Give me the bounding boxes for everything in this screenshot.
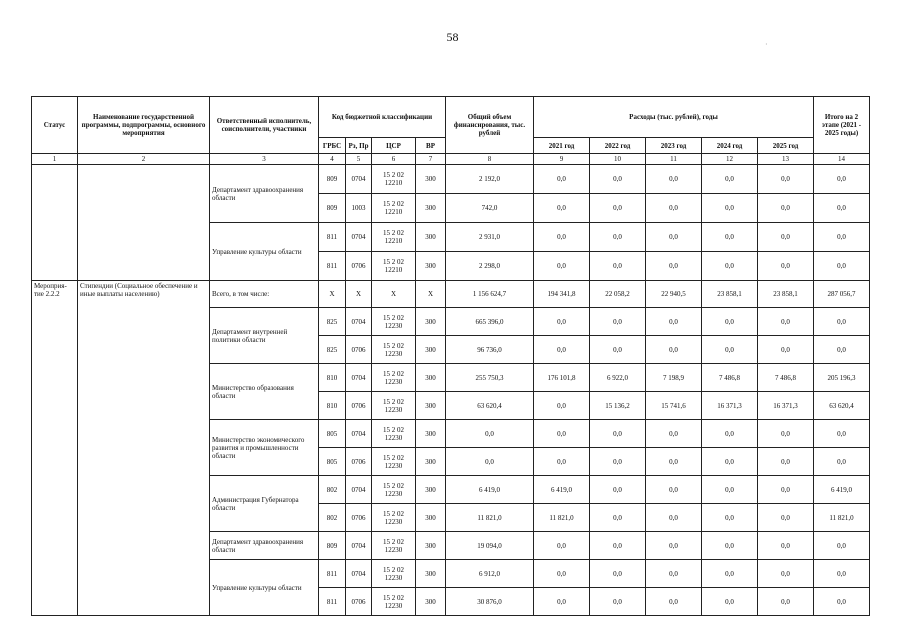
header-2022: 2022 год xyxy=(590,138,646,154)
y2025-cell: 0,0 xyxy=(758,476,814,504)
itogo-cell: 0,0 xyxy=(814,308,870,336)
y2025-cell: 0,0 xyxy=(758,560,814,588)
grbs-cell: X xyxy=(319,281,346,308)
status-cell: Мероприя-тие 2.2.2 xyxy=(32,281,78,616)
total-cell: 19 094,0 xyxy=(446,532,534,560)
csr-cell: 15 2 02 12230 xyxy=(372,420,416,448)
y2023-cell: 0,0 xyxy=(646,588,702,616)
csr-cell: 15 2 02 12210 xyxy=(372,223,416,252)
total-cell: 0,0 xyxy=(446,420,534,448)
csr-cell: 15 2 02 12230 xyxy=(372,476,416,504)
vr-cell: 300 xyxy=(416,420,446,448)
col-number: 5 xyxy=(346,154,372,165)
header-2024: 2024 год xyxy=(702,138,758,154)
y2023-cell: 0,0 xyxy=(646,420,702,448)
y2025-cell: 0,0 xyxy=(758,532,814,560)
grbs-cell: 809 xyxy=(319,532,346,560)
csr-cell: X xyxy=(372,281,416,308)
y2022-cell: 0,0 xyxy=(590,420,646,448)
rzpr-cell: 0704 xyxy=(346,476,372,504)
itogo-cell: 0,0 xyxy=(814,194,870,223)
y2024-cell: 0,0 xyxy=(702,448,758,476)
y2023-cell: 0,0 xyxy=(646,223,702,252)
vr-cell: 300 xyxy=(416,504,446,532)
y2021-cell: 0,0 xyxy=(534,336,590,364)
rzpr-cell: 0704 xyxy=(346,420,372,448)
header-row-1 xyxy=(32,97,870,138)
grbs-cell: 825 xyxy=(319,308,346,336)
y2023-cell: 0,0 xyxy=(646,476,702,504)
itogo-cell: 0,0 xyxy=(814,532,870,560)
grbs-cell: 809 xyxy=(319,165,346,194)
csr-cell: 15 2 02 12230 xyxy=(372,560,416,588)
vr-cell: 300 xyxy=(416,364,446,392)
y2021-cell: 0,0 xyxy=(534,532,590,560)
budget-table xyxy=(31,96,870,616)
total-cell: 1 156 624,7 xyxy=(446,281,534,308)
y2022-cell: 6 922,0 xyxy=(590,364,646,392)
total-cell: 2 298,0 xyxy=(446,252,534,281)
col-number: 4 xyxy=(319,154,346,165)
csr-cell: 15 2 02 12230 xyxy=(372,336,416,364)
y2021-cell: 0,0 xyxy=(534,252,590,281)
csr-cell: 15 2 02 12210 xyxy=(372,252,416,281)
header-name: Наименование государственной программы, подпрограммы, основного мероприятия xyxy=(78,97,210,154)
y2023-cell: 0,0 xyxy=(646,165,702,194)
total-cell: 2 192,0 xyxy=(446,165,534,194)
header-2023: 2023 год xyxy=(646,138,702,154)
rzpr-cell: 0704 xyxy=(346,560,372,588)
y2022-cell: 0,0 xyxy=(590,252,646,281)
y2025-cell: 7 486,8 xyxy=(758,364,814,392)
y2022-cell: 15 136,2 xyxy=(590,392,646,420)
itogo-cell: 63 620,4 xyxy=(814,392,870,420)
rzpr-cell: 0704 xyxy=(346,165,372,194)
grbs-cell: 811 xyxy=(319,560,346,588)
y2024-cell: 0,0 xyxy=(702,308,758,336)
total-cell: 742,0 xyxy=(446,194,534,223)
name-cell: Стипендии (Социальное обеспечение и иные выплаты населению) xyxy=(78,281,210,616)
y2022-cell: 0,0 xyxy=(590,308,646,336)
total-cell: 63 620,4 xyxy=(446,392,534,420)
y2021-cell: 6 419,0 xyxy=(534,476,590,504)
y2024-cell: 0,0 xyxy=(702,420,758,448)
executor-cell: Администрация Губернатора области xyxy=(210,476,319,532)
status-cell xyxy=(32,165,78,281)
y2024-cell: 0,0 xyxy=(702,588,758,616)
y2022-cell: 0,0 xyxy=(590,560,646,588)
col-number: 8 xyxy=(446,154,534,165)
executor-cell: Министерство экономического развития и промышленности области xyxy=(210,420,319,476)
y2025-cell: 0,0 xyxy=(758,504,814,532)
y2025-cell: 0,0 xyxy=(758,194,814,223)
rzpr-cell: 0704 xyxy=(346,308,372,336)
executor-cell: Департамент здравоохранения области xyxy=(210,532,319,560)
y2022-cell: 0,0 xyxy=(590,165,646,194)
y2024-cell: 7 486,8 xyxy=(702,364,758,392)
itogo-cell: 205 196,3 xyxy=(814,364,870,392)
y2024-cell: 0,0 xyxy=(702,476,758,504)
y2022-cell: 0,0 xyxy=(590,223,646,252)
itogo-cell: 0,0 xyxy=(814,420,870,448)
y2021-cell: 194 341,8 xyxy=(534,281,590,308)
col-number: 1 xyxy=(32,154,78,165)
csr-cell: 15 2 02 12230 xyxy=(372,504,416,532)
total-cell: 30 876,0 xyxy=(446,588,534,616)
y2023-cell: 22 940,5 xyxy=(646,281,702,308)
grbs-cell: 811 xyxy=(319,588,346,616)
vr-cell: 300 xyxy=(416,194,446,223)
col-number: 9 xyxy=(534,154,590,165)
header-vr: ВР xyxy=(416,138,446,154)
y2024-cell: 0,0 xyxy=(702,336,758,364)
y2025-cell: 0,0 xyxy=(758,448,814,476)
y2022-cell: 0,0 xyxy=(590,532,646,560)
y2022-cell: 0,0 xyxy=(590,448,646,476)
vr-cell: 300 xyxy=(416,308,446,336)
grbs-cell: 811 xyxy=(319,252,346,281)
total-cell: 6 912,0 xyxy=(446,560,534,588)
y2024-cell: 16 371,3 xyxy=(702,392,758,420)
table-row xyxy=(32,165,870,194)
y2024-cell: 0,0 xyxy=(702,194,758,223)
y2023-cell: 0,0 xyxy=(646,194,702,223)
y2022-cell: 0,0 xyxy=(590,588,646,616)
rzpr-cell: 0706 xyxy=(346,392,372,420)
header-csr: ЦСР xyxy=(372,138,416,154)
grbs-cell: 810 xyxy=(319,364,346,392)
header-2021: 2021 год xyxy=(534,138,590,154)
rzpr-cell: 0704 xyxy=(346,223,372,252)
y2021-cell: 11 821,0 xyxy=(534,504,590,532)
y2022-cell: 22 058,2 xyxy=(590,281,646,308)
y2021-cell: 0,0 xyxy=(534,420,590,448)
executor-cell: Министерство образования области xyxy=(210,364,319,420)
col-number: 2 xyxy=(78,154,210,165)
y2022-cell: 0,0 xyxy=(590,336,646,364)
rzpr-cell: 0704 xyxy=(346,364,372,392)
csr-cell: 15 2 02 12230 xyxy=(372,448,416,476)
itogo-cell: 6 419,0 xyxy=(814,476,870,504)
col-number: 14 xyxy=(814,154,870,165)
header-status: Статус xyxy=(32,97,78,154)
y2021-cell: 0,0 xyxy=(534,223,590,252)
y2024-cell: 0,0 xyxy=(702,223,758,252)
itogo-cell: 0,0 xyxy=(814,252,870,281)
vr-cell: 300 xyxy=(416,165,446,194)
y2025-cell: 23 858,1 xyxy=(758,281,814,308)
y2023-cell: 0,0 xyxy=(646,336,702,364)
itogo-cell: 0,0 xyxy=(814,560,870,588)
rzpr-cell: X xyxy=(346,281,372,308)
csr-cell: 15 2 02 12210 xyxy=(372,165,416,194)
y2023-cell: 7 198,9 xyxy=(646,364,702,392)
y2025-cell: 16 371,3 xyxy=(758,392,814,420)
executor-cell: Департамент внутренней политики области xyxy=(210,308,319,364)
header-total: Общий объем финансирования, тыс. рублей xyxy=(446,97,534,154)
y2021-cell: 0,0 xyxy=(534,308,590,336)
y2024-cell: 0,0 xyxy=(702,252,758,281)
rzpr-cell: 0706 xyxy=(346,336,372,364)
csr-cell: 15 2 02 12230 xyxy=(372,588,416,616)
vr-cell: 300 xyxy=(416,448,446,476)
y2024-cell: 23 858,1 xyxy=(702,281,758,308)
csr-cell: 15 2 02 12230 xyxy=(372,392,416,420)
y2024-cell: 0,0 xyxy=(702,165,758,194)
grbs-cell: 809 xyxy=(319,194,346,223)
header-itogo: Итого на 2 этапе (2021 - 2025 годы) xyxy=(814,97,870,154)
y2024-cell: 0,0 xyxy=(702,532,758,560)
y2023-cell: 15 741,6 xyxy=(646,392,702,420)
total-cell: 2 931,0 xyxy=(446,223,534,252)
total-cell: 6 419,0 xyxy=(446,476,534,504)
y2025-cell: 0,0 xyxy=(758,588,814,616)
executor-cell: Всего, в том числе: xyxy=(210,281,319,308)
itogo-cell: 11 821,0 xyxy=(814,504,870,532)
grbs-cell: 802 xyxy=(319,476,346,504)
csr-cell: 15 2 02 12230 xyxy=(372,532,416,560)
grbs-cell: 805 xyxy=(319,448,346,476)
header-rzpr: Рз, Пр xyxy=(346,138,372,154)
total-cell: 0,0 xyxy=(446,448,534,476)
rzpr-cell: 1003 xyxy=(346,194,372,223)
col-number: 6 xyxy=(372,154,416,165)
column-number-row xyxy=(32,154,870,165)
y2023-cell: 0,0 xyxy=(646,308,702,336)
y2021-cell: 0,0 xyxy=(534,165,590,194)
rzpr-cell: 0706 xyxy=(346,252,372,281)
itogo-cell: 0,0 xyxy=(814,165,870,194)
csr-cell: 15 2 02 12210 xyxy=(372,194,416,223)
header-executor: Ответственный исполнитель, соисполнители, участники xyxy=(210,97,319,154)
header-grbs: ГРБС xyxy=(319,138,346,154)
csr-cell: 15 2 02 12230 xyxy=(372,364,416,392)
vr-cell: 300 xyxy=(416,560,446,588)
csr-cell: 15 2 02 12230 xyxy=(372,308,416,336)
grbs-cell: 810 xyxy=(319,392,346,420)
vr-cell: 300 xyxy=(416,223,446,252)
rzpr-cell: 0706 xyxy=(346,588,372,616)
y2021-cell: 0,0 xyxy=(534,392,590,420)
header-2025: 2025 год xyxy=(758,138,814,154)
executor-cell: Управление культуры области xyxy=(210,223,319,281)
rzpr-cell: 0706 xyxy=(346,448,372,476)
itogo-cell: 287 056,7 xyxy=(814,281,870,308)
y2021-cell: 0,0 xyxy=(534,448,590,476)
y2021-cell: 176 101,8 xyxy=(534,364,590,392)
y2022-cell: 0,0 xyxy=(590,194,646,223)
itogo-cell: 0,0 xyxy=(814,448,870,476)
vr-cell: 300 xyxy=(416,392,446,420)
vr-cell: X xyxy=(416,281,446,308)
col-number: 12 xyxy=(702,154,758,165)
y2025-cell: 0,0 xyxy=(758,420,814,448)
y2025-cell: 0,0 xyxy=(758,308,814,336)
y2023-cell: 0,0 xyxy=(646,252,702,281)
y2022-cell: 0,0 xyxy=(590,476,646,504)
table-row-total xyxy=(32,281,870,308)
y2023-cell: 0,0 xyxy=(646,532,702,560)
rzpr-cell: 0706 xyxy=(346,504,372,532)
y2024-cell: 0,0 xyxy=(702,504,758,532)
total-cell: 665 396,0 xyxy=(446,308,534,336)
y2024-cell: 0,0 xyxy=(702,560,758,588)
total-cell: 11 821,0 xyxy=(446,504,534,532)
vr-cell: 300 xyxy=(416,252,446,281)
y2021-cell: 0,0 xyxy=(534,588,590,616)
y2023-cell: 0,0 xyxy=(646,504,702,532)
itogo-cell: 0,0 xyxy=(814,223,870,252)
col-number: 3 xyxy=(210,154,319,165)
y2022-cell: 0,0 xyxy=(590,504,646,532)
col-number: 11 xyxy=(646,154,702,165)
y2023-cell: 0,0 xyxy=(646,448,702,476)
vr-cell: 300 xyxy=(416,476,446,504)
total-cell: 255 750,3 xyxy=(446,364,534,392)
executor-cell: Департамент здравоохранения области xyxy=(210,165,319,223)
rzpr-cell: 0704 xyxy=(346,532,372,560)
page-number: 58 xyxy=(446,30,459,44)
y2025-cell: 0,0 xyxy=(758,252,814,281)
total-cell: 96 736,0 xyxy=(446,336,534,364)
y2025-cell: 0,0 xyxy=(758,165,814,194)
itogo-cell: 0,0 xyxy=(814,336,870,364)
name-cell xyxy=(78,165,210,281)
itogo-cell: 0,0 xyxy=(814,588,870,616)
grbs-cell: 802 xyxy=(319,504,346,532)
grbs-cell: 805 xyxy=(319,420,346,448)
grbs-cell: 811 xyxy=(319,223,346,252)
decor-dot: · xyxy=(765,40,768,49)
y2021-cell: 0,0 xyxy=(534,560,590,588)
col-number: 10 xyxy=(590,154,646,165)
y2025-cell: 0,0 xyxy=(758,223,814,252)
col-number: 7 xyxy=(416,154,446,165)
y2023-cell: 0,0 xyxy=(646,560,702,588)
vr-cell: 300 xyxy=(416,588,446,616)
y2021-cell: 0,0 xyxy=(534,194,590,223)
grbs-cell: 825 xyxy=(319,336,346,364)
header-code: Код бюджетной классификации xyxy=(319,97,446,138)
vr-cell: 300 xyxy=(416,336,446,364)
executor-cell: Управление культуры области xyxy=(210,560,319,616)
vr-cell: 300 xyxy=(416,532,446,560)
col-number: 13 xyxy=(758,154,814,165)
header-expenses: Расходы (тыс. рублей), годы xyxy=(534,97,814,138)
y2025-cell: 0,0 xyxy=(758,336,814,364)
